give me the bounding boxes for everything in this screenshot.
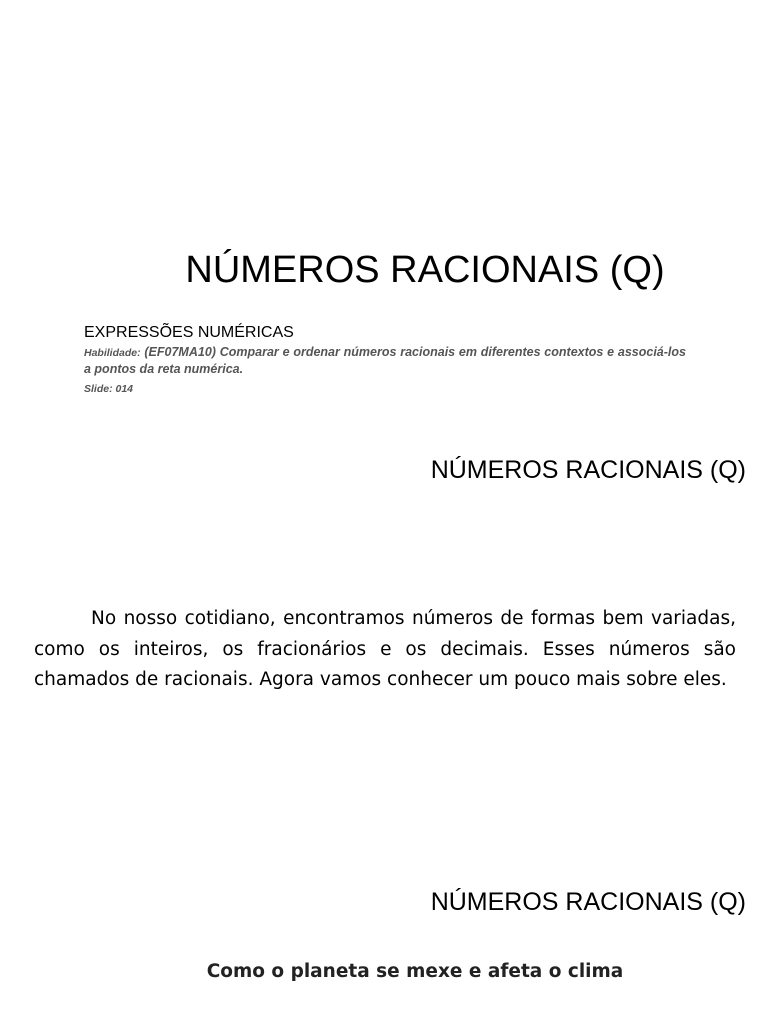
intro-paragraph: No nosso cotidiano, encontramos números de formas bem variadas, como os inteiros, os fracionários e os decimais. Esses números são chamados de racionais. Agora vamos conhecer um pouco mais sobre eles. xyxy=(34,608,736,690)
slide-number: Slide: 014 xyxy=(84,383,134,395)
section-title-2: NÚMEROS RACIONAIS (Q) xyxy=(430,888,746,916)
section-heading: Como o planeta se mexe e afeta o clima xyxy=(206,961,624,982)
habilidade-prefix: Habilidade: xyxy=(84,347,141,359)
habilidade-text xyxy=(84,344,686,377)
slide-title: NÚMEROS RACIONAIS (Q) xyxy=(185,249,665,291)
habilidade-description: (EF07MA10) Comparar e ordenar números racionais em diferentes contextos e associá-los a pontos da reta numérica. xyxy=(84,345,686,376)
section-title-1: NÚMEROS RACIONAIS (Q) xyxy=(430,456,746,484)
section-label: EXPRESSÕES NUMÉRICAS xyxy=(84,324,294,341)
